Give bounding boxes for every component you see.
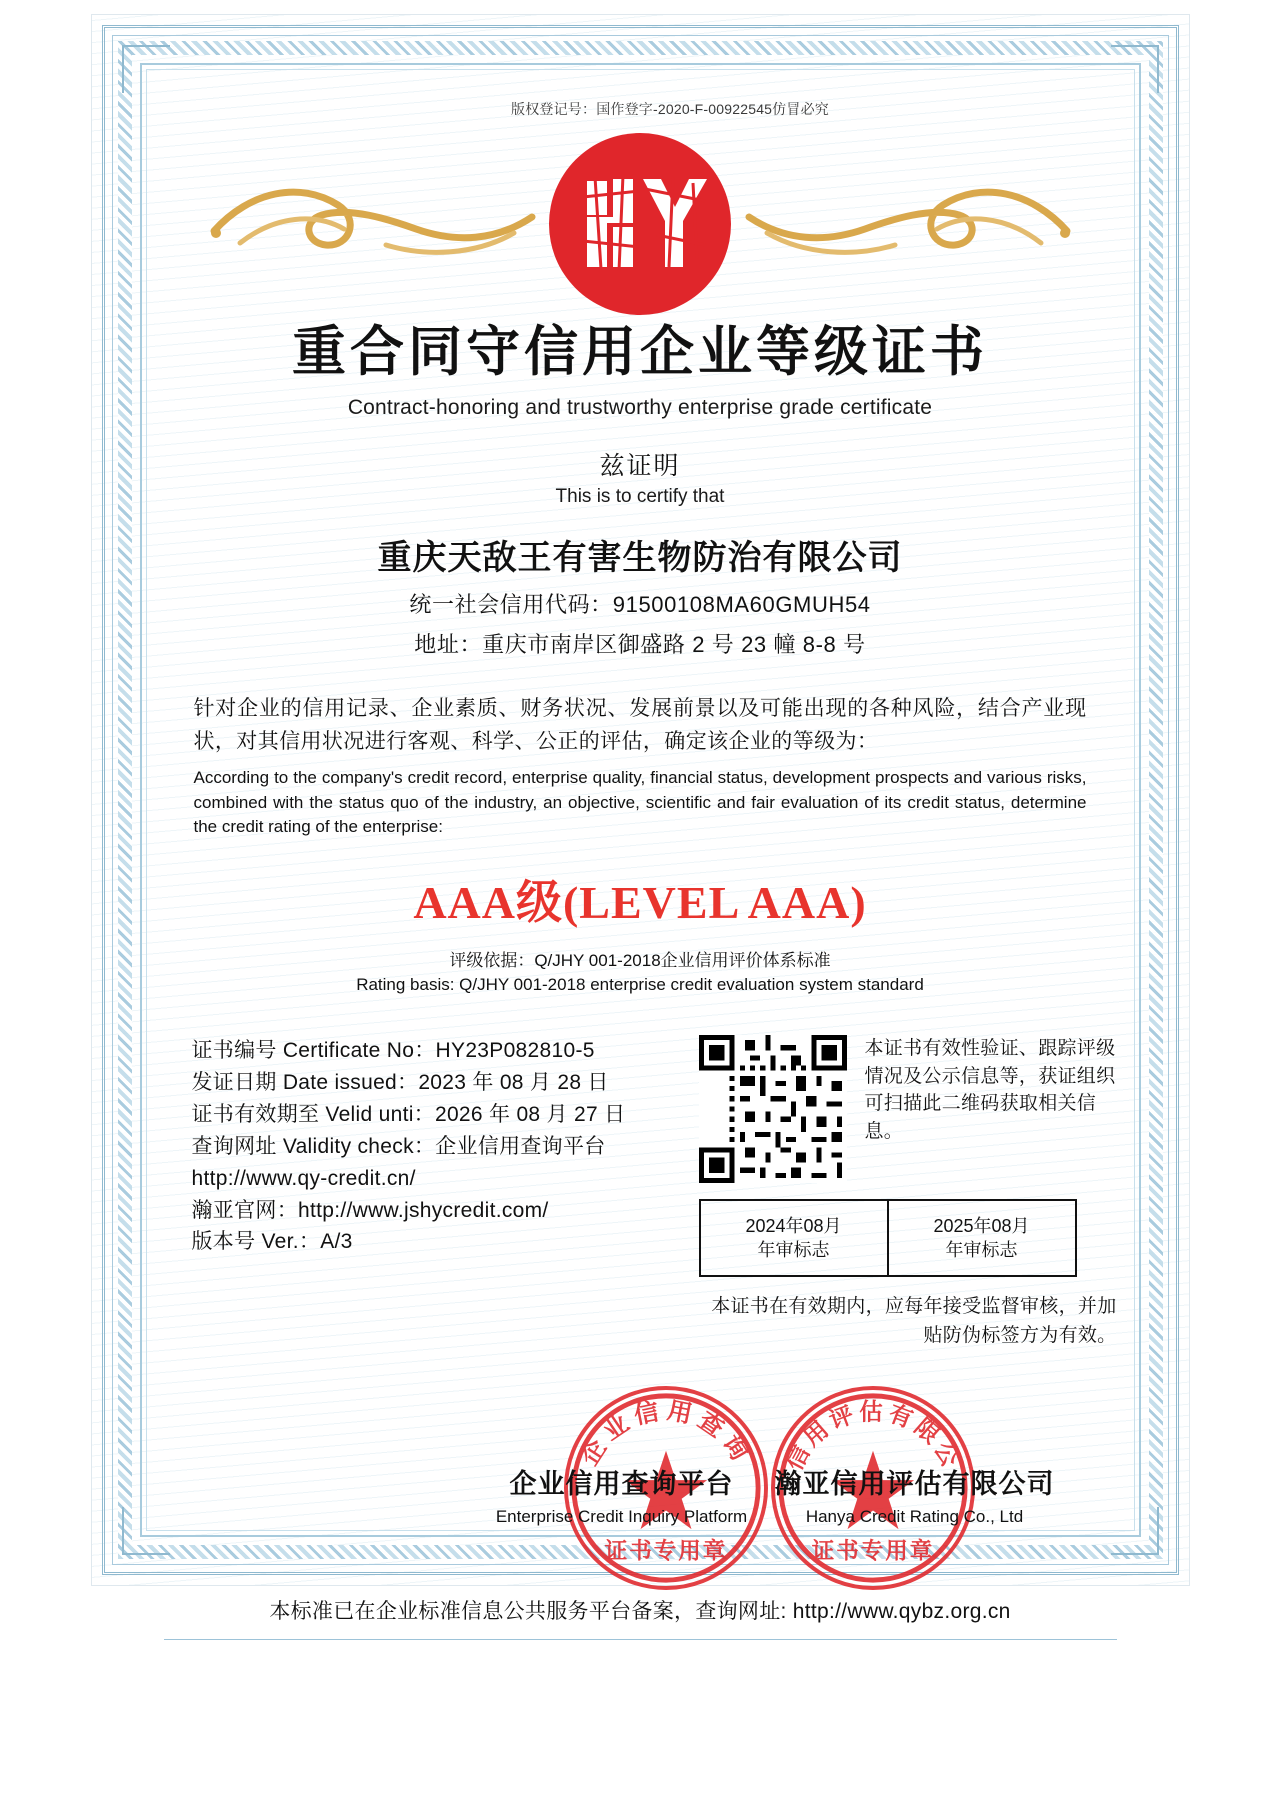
company-credit-code: 统一社会信用代码：91500108MA60GMUH54 <box>409 592 871 617</box>
qr-and-annual-block <box>699 1035 1127 1350</box>
flourish-ornament-right <box>741 171 1071 263</box>
qr-note-text: 本证书有效性验证、跟踪评级情况及公示信息等，获证组织可扫描此二维码获取相关信息。 <box>864 1038 1116 1142</box>
annual-review-boxes <box>699 1199 1117 1277</box>
flourish-ornament-left <box>210 171 540 263</box>
annual-review-date-2024: 2024年08月 <box>745 1215 842 1236</box>
detail-version: 版本号 Ver.：A/3 <box>191 1230 353 1254</box>
annual-review-label-2025: 年审标志 <box>945 1240 1018 1261</box>
hy-logo-icon <box>565 149 715 299</box>
certificate-title-en: Contract-honoring and trustworthy enterprise grade certificate <box>347 396 933 419</box>
detail-official-site[interactable]: 瀚亚官网：http://www.jshycredit.com/ <box>191 1198 549 1222</box>
detail-certificate-no: 证书编号 Certificate No：HY23P082810-5 <box>191 1039 595 1063</box>
qr-row <box>699 1035 1117 1183</box>
certificate-details-list <box>154 1035 699 1258</box>
annual-review-label-2024: 年审标志 <box>757 1240 830 1261</box>
company-name: 重庆天敌王有害生物防治有限公司 <box>377 540 903 577</box>
certify-label-cn: 兹证明 <box>599 452 681 480</box>
rating-basis-en: Rating basis: Q/JHY 001-2018 enterprise credit evaluation system standard <box>356 975 924 995</box>
annual-review-date-2025: 2025年08月 <box>933 1215 1030 1236</box>
annual-review-box-2024 <box>699 1199 889 1277</box>
rating-basis-cn: 评级依据：Q/JHY 001-2018企业信用评价体系标准 <box>449 951 831 971</box>
certify-label-en: This is to certify that <box>555 486 725 507</box>
details-row <box>154 1035 1127 1350</box>
org-name-en-right: Hanya Credit Rating Co., Ltd <box>805 1507 1024 1527</box>
hy-logo-badge <box>549 133 731 315</box>
detail-valid-until: 证书有效期至 Velid unti：2026 年 08 月 27 日 <box>191 1102 626 1126</box>
statement-block <box>194 693 1087 840</box>
statement-cn: 针对企业的信用记录、企业素质、财务状况、发展前景以及可能出现的各种风险，结合产业现状，对其信用状况进行客观、科学、公正的评估，确定该企业的等级为： <box>193 697 1087 753</box>
annual-review-box-2025 <box>889 1199 1077 1277</box>
footer-divider <box>164 1639 1117 1640</box>
org-enterprise-credit-inquiry-platform <box>472 1462 772 1527</box>
logo-header-row <box>154 125 1127 305</box>
certificate-content <box>154 75 1127 1624</box>
org-name-en-left: Enterprise Credit Inquiry Platform <box>495 1507 748 1527</box>
footer-filing-note: 本标准已在企业标准信息公共服务平台备案，查询网址: http://www.qybz.org.cn <box>269 1600 1011 1624</box>
detail-validity-url[interactable]: http://www.qy-credit.cn/ <box>191 1166 416 1190</box>
svg-text:企业信用查询: 企业信用查询 <box>575 1397 756 1471</box>
certificate-title-cn: 重合同守信用企业等级证书 <box>292 322 988 382</box>
org-name-cn-right: 瀚亚信用评估有限公司 <box>774 1469 1055 1500</box>
org-hanya-credit-rating <box>755 1462 1075 1527</box>
svg-text:证书专用章: 证书专用章 <box>604 1538 727 1564</box>
qr-code-icon[interactable] <box>699 1035 847 1183</box>
seals-row <box>154 1376 1127 1591</box>
statement-en: According to the company's credit record, enterprise quality, financial status, development prospects and various risks, combined with the status quo of the industry, an objective, scientific and fair evaluation of its credit status, determine the credit rating of the enterprise: <box>193 768 1087 837</box>
credit-level: AAA级(LEVEL AAA) <box>413 877 867 929</box>
svg-text:信用评估有限公: 信用评估有限公 <box>780 1399 965 1475</box>
detail-date-issued: 发证日期 Date issued：2023 年 08 月 28 日 <box>191 1070 609 1094</box>
annual-review-note: 本证书在有效期内，应每年接受监督审核，并加贴防伪标签方为有效。 <box>711 1296 1117 1346</box>
copyright-registration-text: 版权登记号：国作登字-2020-F-00922545仿冒必究 <box>511 101 829 117</box>
certificate-page <box>92 15 1189 1624</box>
org-name-cn-left: 企业信用查询平台 <box>509 1469 734 1500</box>
detail-validity-check: 查询网址 Validity check：企业信用查询平台 <box>191 1134 606 1158</box>
svg-text:证书专用章: 证书专用章 <box>811 1538 934 1564</box>
company-address: 地址：重庆市南岸区御盛路 2 号 23 幢 8-8 号 <box>414 632 866 657</box>
